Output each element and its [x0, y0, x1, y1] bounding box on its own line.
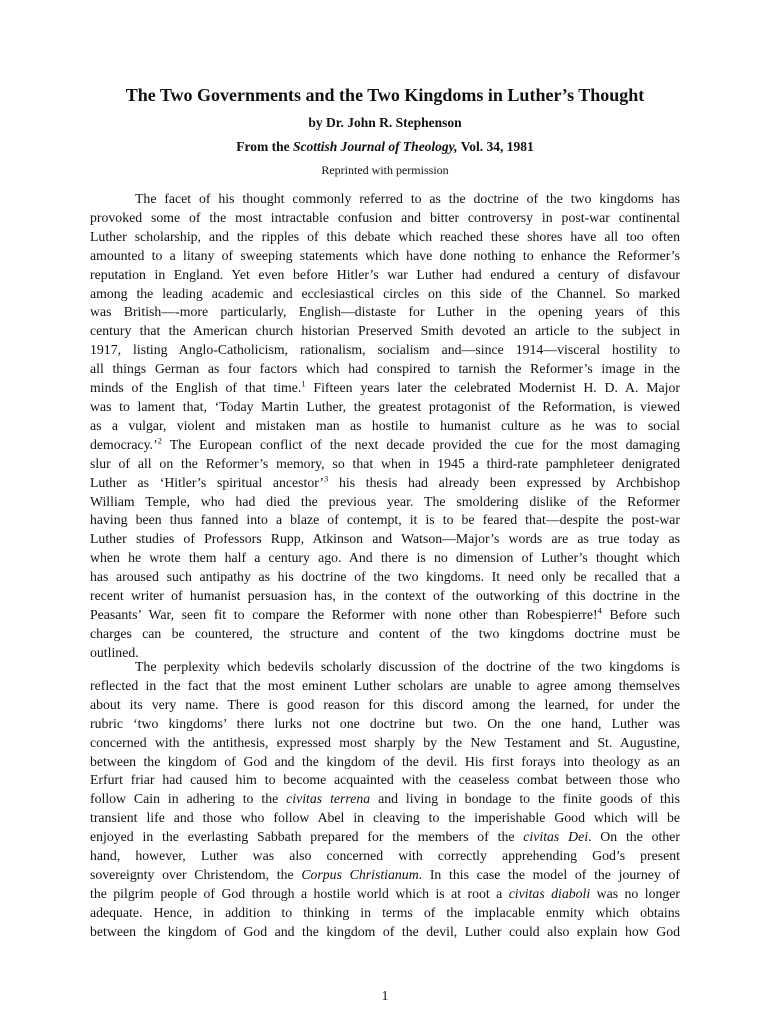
text-line: The facet of his thought commonly referred to as the doctrine of the two kingdoms has [135, 191, 680, 206]
text-line: reflected in the fact that the most eminent Luther scholars are unable to agree among themselves [90, 677, 680, 693]
text-segment: Fifteen years later the celebrated Modernist H. D. A. Major [305, 380, 680, 396]
text-line: adequate. Hence, in addition to thinking in terms of the implacable enmity which obtains [90, 904, 680, 920]
text-line: rubric ‘two kingdoms’ there lurks not one doctrine but two. On the one hand, Luther was [90, 715, 680, 731]
footnote-ref-1[interactable]: 1 [301, 378, 306, 389]
text-segment: The European conflict of the next decade provided the cue for the most damaging [161, 436, 680, 452]
text-line: Luther studies of Professors Rupp, Atkinson and Watson—Major’s words are as true today as [90, 531, 680, 547]
document-page [90, 0, 680, 1024]
document-title: The Two Governments and the Two Kingdoms in Luther’s Thought [125, 85, 645, 105]
text-line [90, 828, 680, 847]
text-line: about its very name. There is good reason for this discord among the learned, for under the [90, 696, 680, 712]
text-line: hand, however, Luther was also concerned with correctly apprehending God’s present [90, 848, 680, 864]
text-segment: enjoyed in the everlasting Sabbath prepared for the members of the [90, 829, 524, 845]
latin-term: civitas terrena [286, 791, 371, 807]
text-line [90, 606, 680, 625]
text-line: between the kingdom of God and the kingdom of the devil, Luther could also explain how God [90, 923, 680, 939]
latin-term: Corpus Christianum [301, 866, 419, 882]
source-prefix: From the [236, 139, 294, 154]
text-segment: Luther as ‘Hitler’s spiritual ancestor’ [90, 474, 324, 490]
text-line: provoked some of the most intractable confusion and bitter controversy in post-war continental [90, 209, 680, 225]
text-line: recent writer of humanist persuasion has, in the context of the outworking of this doctrine in the [90, 588, 680, 604]
text-segment: . In this case the model of the journey of [418, 866, 680, 882]
text-segment: . On the other [588, 829, 680, 845]
text-line: when he wrote them half a century ago. And there is no dimension of Luther’s thought which [90, 550, 680, 566]
text-line [90, 866, 680, 885]
text-line: amounted to a litany of sweeping statements which have done nothing to enhance the Reformer’s [90, 247, 680, 263]
text-line: among the leading academic and ecclesiastical circles on this side of the Channel. So marked [90, 285, 680, 301]
text-line: reputation in England. Yet even before Hitler’s war Luther had endured a century of disfavour [90, 266, 680, 282]
latin-term: civitas Dei [523, 829, 589, 845]
text-line: has aroused such antipathy as his doctrine of the two kingdoms. It need only be recalled that a [90, 569, 680, 585]
text-segment: follow Cain in adhering to the [90, 791, 287, 807]
text-line: as a vulgar, violent and mistaken man as hostile to humanist culture as he was to social [90, 417, 680, 433]
footnote-ref-4[interactable]: 4 [597, 605, 602, 616]
text-line: slur of all on the Reformer’s memory, so that when in 1945 a third-rate pamphleteer denigrated [90, 455, 680, 471]
paragraph-1 [90, 190, 680, 663]
source-citation [90, 138, 680, 155]
text-line: century that the American church historian Preserved Smith devoted an article to the subject in [90, 323, 680, 339]
footnote-ref-2[interactable]: 2 [157, 435, 162, 446]
text-segment: democracy.’ [90, 436, 158, 452]
text-line: 1917, listing Anglo-Catholicism, rationalism, socialism and—since 1914—visceral hostility to [90, 342, 680, 358]
text-segment: and living in bondage to the finite goods of this [370, 791, 680, 807]
text-segment: the pilgrim people of God through a hostile world which is at root a [90, 885, 509, 901]
journal-name: Scottish Journal of Theology, [293, 139, 458, 154]
footnote-ref-3[interactable]: 3 [323, 473, 329, 483]
latin-term: civitas diaboli [508, 885, 591, 901]
text-segment: Peasants’ War, seen fit to compare the Reformer with none other than Robespierre! [90, 606, 598, 622]
paragraph-2 [90, 658, 680, 942]
text-line: between the kingdom of God and the kingdom of the devil. His first forays into theology as an [90, 753, 680, 769]
text-line: William Temple, who had died the previous year. The smoldering dislike of the Reformer [90, 493, 680, 509]
author-byline: by Dr. John R. Stephenson [308, 115, 462, 130]
text-segment: Before such [601, 606, 680, 622]
source-suffix: Vol. 34, 1981 [457, 139, 534, 154]
text-line [90, 474, 680, 493]
text-line: concerned with the antithesis, expressed most sharply by the New Testament and St. Augustine, [90, 734, 680, 750]
text-line [90, 790, 680, 809]
reprint-note: Reprinted with permission [321, 163, 449, 177]
text-line: Erfurt friar had caused him to become acquainted with the ceaseless combat between those who [90, 772, 680, 788]
text-line [90, 885, 680, 904]
text-line: The perplexity which bedevils scholarly discussion of the doctrine of the two kingdoms is [135, 659, 680, 674]
text-line: outlined. [90, 644, 139, 660]
text-line: having been thus fanned into a blaze of contempt, it is to be feared that—despite the post-war [90, 512, 680, 528]
text-line: was British—-more particularly, English—distaste for Luther in the opening years of this [90, 304, 680, 320]
text-line [90, 436, 680, 455]
text-line [90, 379, 680, 398]
text-segment: was no longer [590, 885, 681, 901]
page-number: 1 [381, 988, 389, 1003]
text-line: charges can be countered, the structure and content of the two kingdoms doctrine must be [90, 625, 680, 641]
text-segment: his thesis had already been expressed by Archbishop [328, 474, 680, 490]
text-segment: sovereignty over Christendom, the [90, 866, 302, 882]
text-segment: minds of the English of that time. [90, 380, 302, 396]
text-line: Luther scholarship, and the ripples of this debate which reached these shores have all too often [90, 228, 680, 244]
text-line: transient life and those who follow Abel in cleaving to the imperishable Good which will be [90, 810, 680, 826]
text-line: all things German as four factors which had conspired to tarnish the Reformer’s image in the [90, 361, 680, 377]
text-line: was to lament that, ‘Today Martin Luther, the greatest protagonist of the Reformation, is viewed [90, 398, 680, 414]
